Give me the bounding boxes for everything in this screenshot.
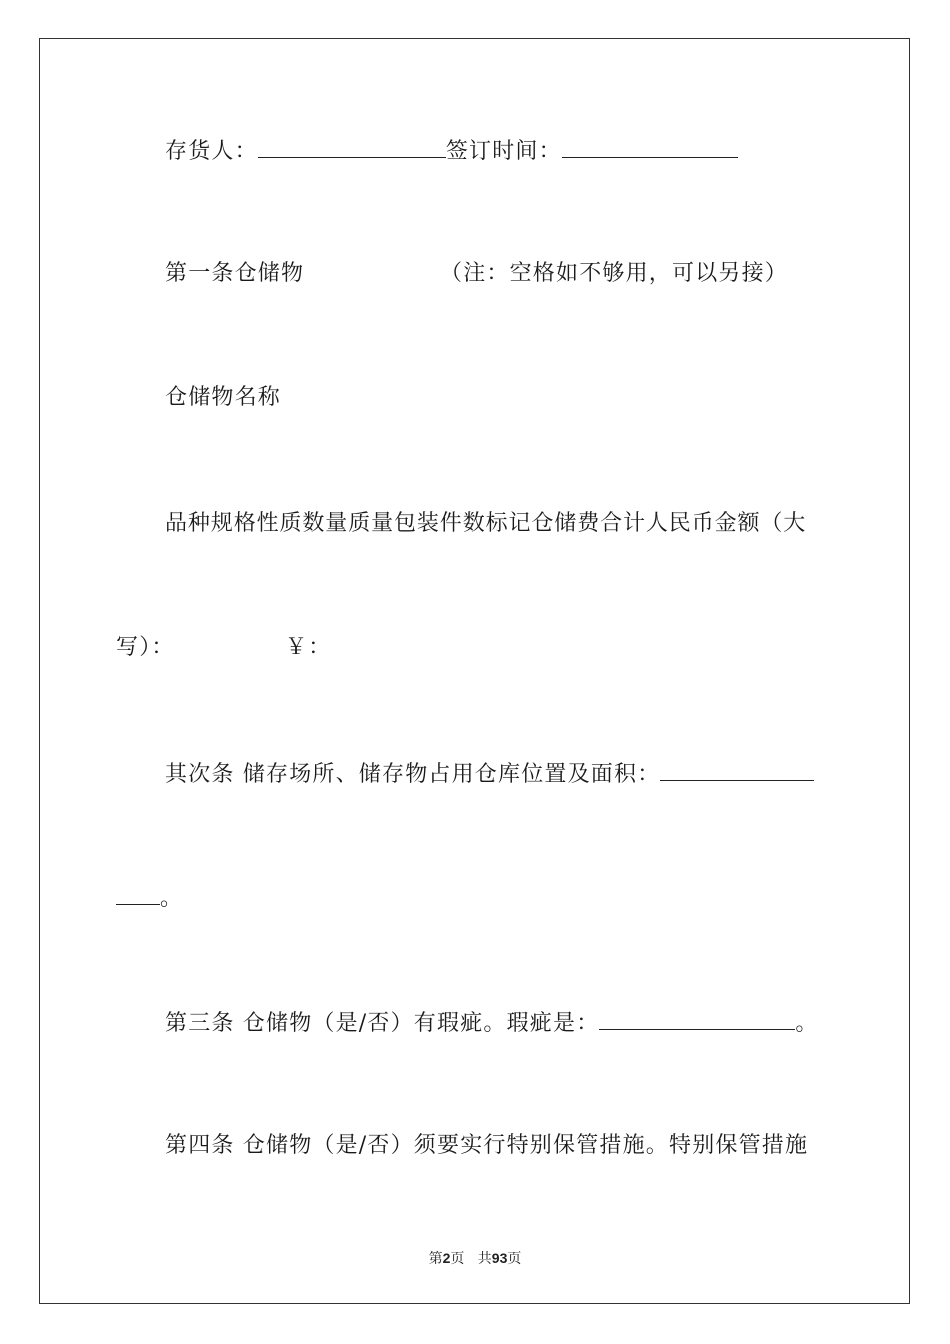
- footer-page-suffix: 页: [450, 1251, 465, 1267]
- footer-total-pages: 93: [491, 1250, 508, 1266]
- sign-time-blank: [562, 135, 738, 158]
- article-2-end: 。: [160, 886, 184, 911]
- amount-continuation: 写）：: [116, 635, 175, 660]
- article-3-text: 第三条 仓储物（是/否）有瑕疵。瑕疵是：: [165, 1011, 600, 1036]
- depositor-blank: [258, 135, 446, 158]
- article-2-line: [165, 758, 814, 790]
- depositor-label: 存货人：: [165, 139, 258, 164]
- article-1-note: （注：空格如不够用，可以另接）: [440, 261, 789, 286]
- article-4-text: 第四条 仓储物（是/否）须要实行特别保管措施。特别保管措施: [165, 1133, 809, 1158]
- footer-total-prefix: 共: [477, 1251, 492, 1267]
- article-2-blank: [660, 758, 814, 781]
- page-frame: [39, 38, 910, 1304]
- item-name-label: 仓储物名称: [165, 385, 282, 410]
- article-3-line: [165, 1007, 819, 1039]
- article-3-blank: [599, 1007, 795, 1030]
- footer-page-number: 2: [442, 1250, 451, 1266]
- footer-prefix: 第: [428, 1251, 443, 1267]
- article-1-title: 第一条仓储物: [165, 261, 305, 286]
- columns-header: 品种规格性质数量质量包装件数标记仓储费合计人民币金额（大: [165, 511, 807, 536]
- article-3-end: 。: [795, 1011, 819, 1036]
- footer-total-suffix: 页: [507, 1251, 522, 1267]
- article-2-continuation: [116, 882, 183, 914]
- article-2-text: 其次条 储存场所、储存物占用仓库位置及面积：: [165, 762, 661, 787]
- yen-label: ￥：: [285, 635, 332, 660]
- sign-time-label: 签订时间：: [445, 139, 562, 164]
- depositor-line: [165, 135, 738, 167]
- article-2-blank-cont: [116, 882, 160, 905]
- page-footer: [0, 1248, 950, 1268]
